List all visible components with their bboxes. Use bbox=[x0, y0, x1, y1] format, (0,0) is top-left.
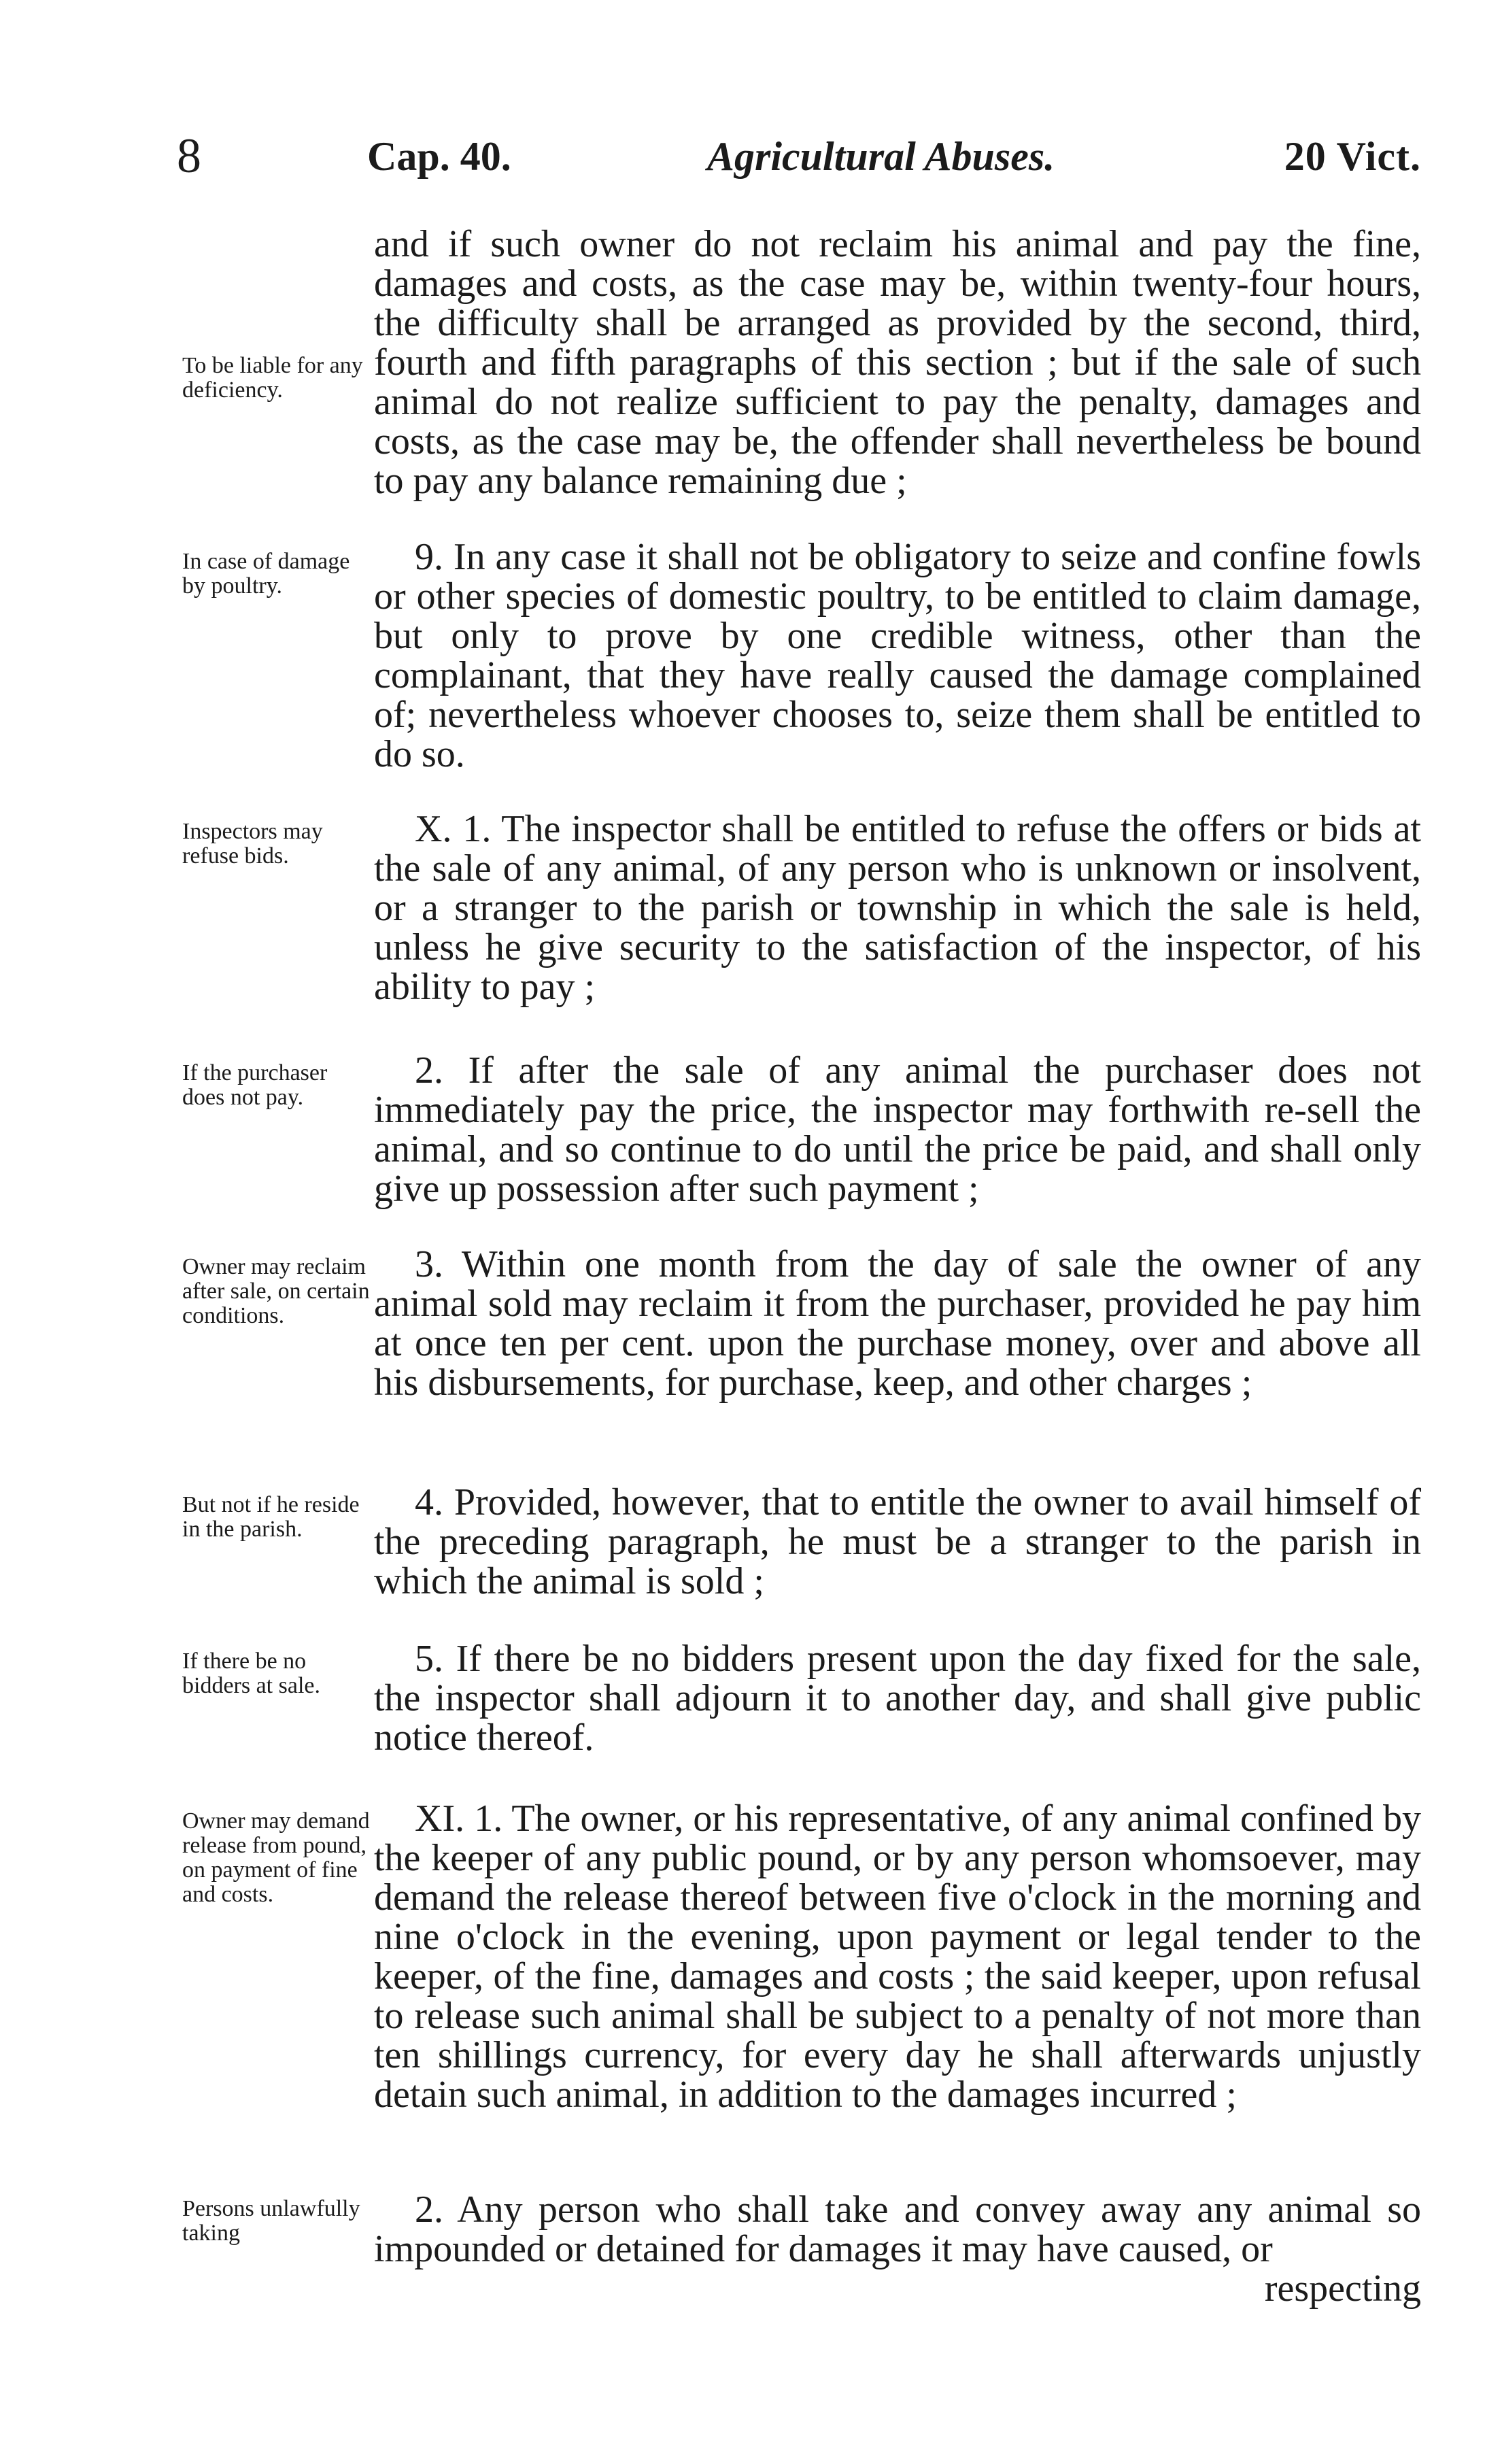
margin-note: Inspectors may refuse bids. bbox=[182, 819, 323, 868]
paragraph: 2. If after the sale of any animal the purchaser does not immediately pay the price, the inspector may forthwith re-sell the animal, and so continue to do until the price be paid, and shall only give up possession after such payment ; bbox=[374, 1049, 1421, 1210]
margin-note: Owner may demand release from pound, on payment of fine and costs. bbox=[182, 1808, 370, 1907]
page-number: 8 bbox=[177, 129, 201, 183]
paragraph: X. 1. The inspector shall be entitled to refuse the offers or bids at the sale of any animal, of any person who is unknown or insolvent, or a stranger to the parish or township in which the sale is held, unless he give security to the satisfaction of the inspector, of his ability to pay ; bbox=[374, 808, 1421, 1008]
paragraph: XI. 1. The owner, or his representative, of any animal confined by the keeper of any public pound, or by any person whomsoever, may demand the release thereof between five o'clock in the morning and nine o'clock in the evening, upon payment or legal tender to the keeper, of the fine, damages and costs ; the said keeper, upon refusal to release such animal shall be subject to a penalty of not more than ten shillings currency, for every day he shall afterwards unjustly detain such animal, in addition to the damages incurred ; bbox=[374, 1798, 1421, 2116]
margin-note: But not if he reside in the parish. bbox=[182, 1492, 360, 1542]
paragraph: 3. Within one month from the day of sale the owner of any animal sold may reclaim it from the purchaser, provided he pay him at once ten per cent. upon the purchase money, over and above all his disbursements, for purchase, keep, and other charges ; bbox=[374, 1243, 1421, 1404]
paragraph: 9. In any case it shall not be obligatory to seize and confine fowls or other species of domestic poultry, to be entitled to claim damage, but only to prove by one credible witness, other than the complainant, that they have really caused the damage complained of; nevertheless whoever chooses to, seize them shall be entitled to do so. bbox=[374, 536, 1421, 775]
margin-note: Persons unlawfully taking bbox=[182, 2196, 360, 2246]
paragraph: and if such owner do not reclaim his animal and pay the fine, damages and costs, as the case may be, within twenty-four hours, the difficulty shall be arranged as provided by the second, third, fourth and fifth paragraphs of this section ; but if the sale of such animal do not realize sufficient to pay the penalty, damages and costs, as the case may be, the offender shall nevertheless be bound to pay any balance remaining due ; bbox=[374, 223, 1421, 502]
paragraph: 2. Any person who shall take and convey away any animal so impounded or detained for damages it may have caused, or bbox=[374, 2189, 1421, 2270]
paragraph: 5. If there be no bidders present upon the day fixed for the sale, the inspector shall adjourn it to another day, and shall give public notice thereof. bbox=[374, 1638, 1421, 1759]
running-header bbox=[177, 129, 1421, 188]
margin-note: In case of damage by poultry. bbox=[182, 549, 350, 598]
running-title: Agricultural Abuses. bbox=[707, 134, 1055, 179]
paragraph: 4. Provided, however, that to entitle the owner to avail himself of the preceding paragraph, he must be a stranger to the parish in which the animal is sold ; bbox=[374, 1481, 1421, 1602]
margin-note: If the purchaser does not pay. bbox=[182, 1060, 328, 1110]
margin-note: Owner may reclaim after sale, on certain conditions. bbox=[182, 1254, 370, 1328]
chapter-label: Cap. 40. bbox=[367, 134, 511, 179]
catchword: respecting bbox=[1264, 2267, 1421, 2310]
regnal-year: 20 Vict. bbox=[1284, 134, 1421, 179]
margin-note: To be liable for any deficiency. bbox=[182, 353, 363, 403]
margin-note: If there be no bidders at sale. bbox=[182, 1649, 320, 1698]
